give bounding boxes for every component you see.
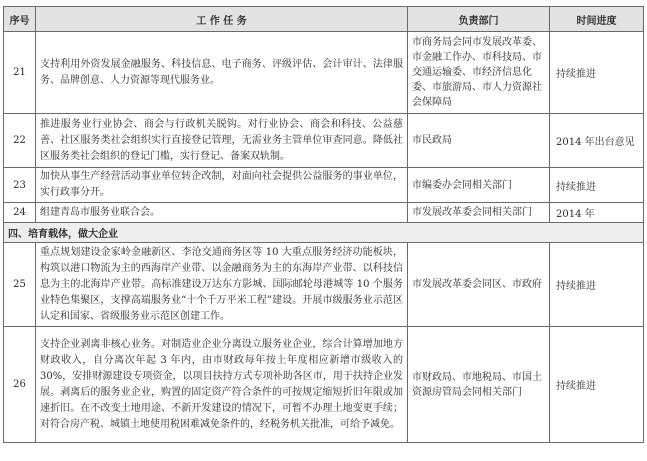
section-title: 四、培育载体，做大企业: [4, 223, 644, 243]
row-progress: 持续推进: [550, 168, 644, 203]
row-progress: 2014 年出台意见: [550, 114, 644, 168]
row-progress: 持续推进: [550, 327, 644, 443]
row-number: 23: [4, 168, 36, 203]
row-task: 加快从事生产经营活动事业单位转企改制，对面向社会提供公益服务的事业单位，实行政事分开。: [36, 168, 408, 203]
table-row: [4, 168, 644, 203]
row-dept: 市编委办会同相关部门: [408, 168, 550, 203]
row-task: 支持利用外资发展金融服务、科技信息、电子商务、评级评估、会计审计、法律服务、品牌创意、人力资源等现代服务业。: [36, 32, 408, 114]
section-header-row: [4, 223, 644, 243]
row-task: 支持企业剥离非核心业务。对制造业企业分离设立服务业企业，综合计算增加地方财政收入，自分离次年起 3 年内，由市财政每年按上年度相应新增市级收入的 30%，安排财源建设专项资金，以项目扶持方式专项补助各区市，用于扶持企业发展。剥离后的服务业企业，购置的固定资产符合条件的可按规定缩短折旧年限或加速折旧。在不改变土地用途、不新开发建设的情况下，可暂不办理土地变更手续；对符合房产税、城镇土地使用税困难减免条件的，经税务机关批准，可给予减免。: [36, 327, 408, 443]
row-dept: 市商务局会同市发展改革委、市金融工作办、市科技局、市交通运输委、市经济信息化委、市旅游局、市人力资源社会保障局: [408, 32, 550, 114]
row-progress: 持续推进: [550, 32, 644, 114]
row-number: 25: [4, 243, 36, 327]
task-table: [3, 6, 644, 443]
header-progress: 时间进度: [550, 7, 644, 32]
table-row: [4, 327, 644, 443]
row-progress: 持续推进: [550, 243, 644, 327]
row-dept: 市财政局、市地税局、市国土资源房管局会同相关部门: [408, 327, 550, 443]
row-task: 组建青岛市服务业联合会。: [36, 203, 408, 223]
header-dept: 负责部门: [408, 7, 550, 32]
table-header-row: [4, 7, 644, 32]
row-task: 重点规划建设金家岭金融新区、李沧交通商务区等 10 大重点服务经济功能板块，构筑以港口物流为主的西海岸产业带、以金融商务为主的东海岸产业带、以科技信息为主的北海岸产业带。高标准建设万达东方影城、国际邮轮母港城等 10 个服务业特色集聚区，支撑高端服务业“十个千万平米工程”建设。开展市级服务业示范区认定和国家、省级服务业示范区创建工作。: [36, 243, 408, 327]
table-row: [4, 203, 644, 223]
row-task: 推进服务业行业协会、商会与行政机关脱钩。对行业协会、商会和科技、公益慈善、社区服务类社会组织实行直接登记管理，无需业务主管单位审查同意。降低社区服务类社会组织的登记门槛，实行登记、备案双轨制。: [36, 114, 408, 168]
row-dept: 市发展改革委会同区、市政府: [408, 243, 550, 327]
row-dept: 市民政局: [408, 114, 550, 168]
header-task: 工 作 任 务: [36, 7, 408, 32]
row-number: 26: [4, 327, 36, 443]
row-number: 21: [4, 32, 36, 114]
row-progress: 2014 年: [550, 203, 644, 223]
row-number: 24: [4, 203, 36, 223]
header-no: 序号: [4, 7, 36, 32]
table-row: [4, 114, 644, 168]
row-dept: 市发展改革委会同相关部门: [408, 203, 550, 223]
row-number: 22: [4, 114, 36, 168]
table-row: [4, 243, 644, 327]
table-row: [4, 32, 644, 114]
